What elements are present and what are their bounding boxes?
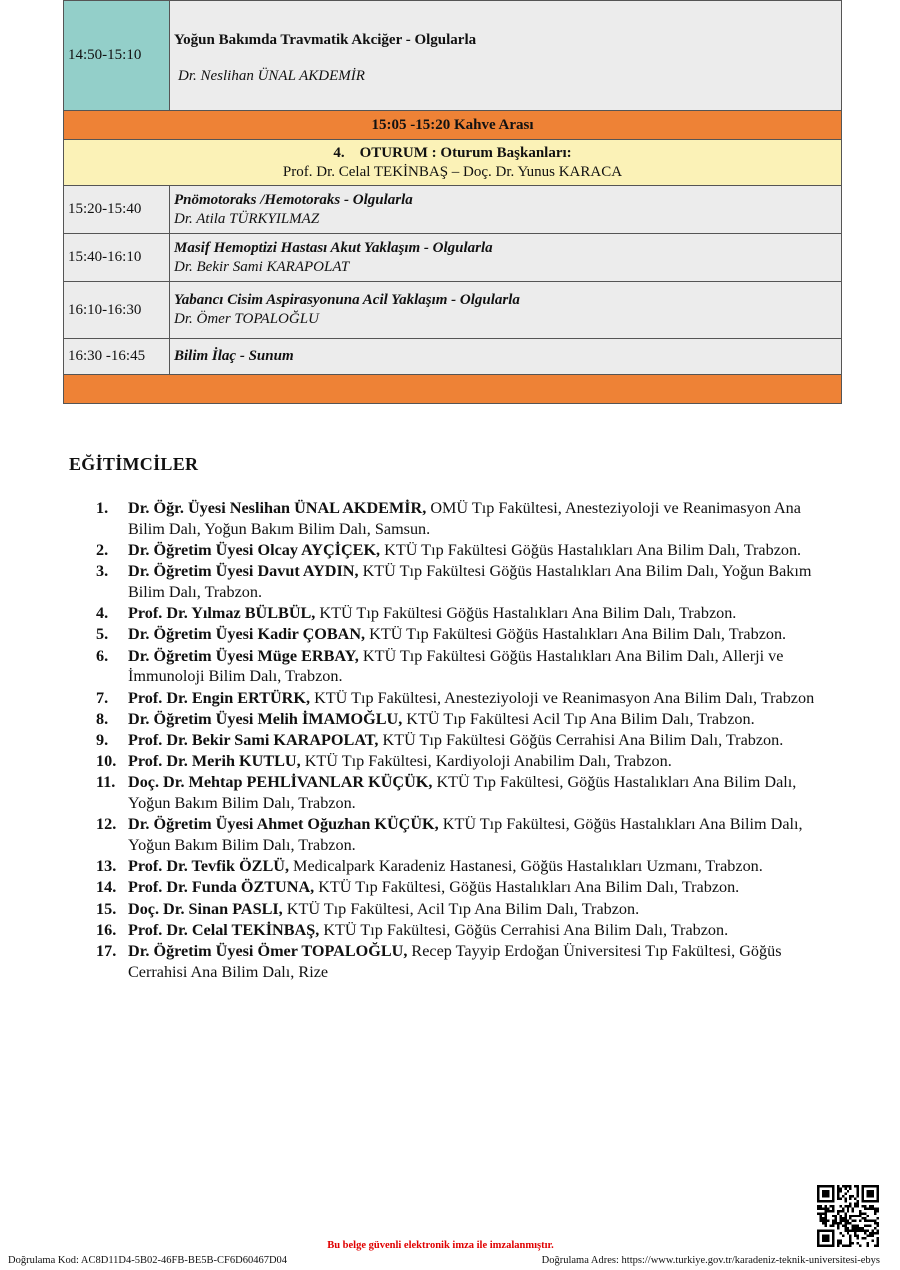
instructor-name: Prof. Dr. Engin ERTÜRK,: [128, 688, 311, 707]
instructor-entry: [128, 941, 836, 983]
talk-cell: [170, 234, 841, 281]
instructor-number: 11.: [96, 773, 116, 792]
instructor-list: [96, 498, 836, 983]
instructor-item: [96, 772, 836, 814]
break-row: [64, 110, 841, 139]
speaker-name: Dr. Atila TÜRKYILMAZ: [174, 210, 320, 227]
schedule-row: [64, 0, 841, 110]
instructor-name: Prof. Dr. Yılmaz BÜLBÜL,: [128, 604, 316, 623]
instructor-entry: [128, 646, 836, 688]
time-cell: 16:30 -16:45: [64, 339, 170, 374]
instructor-name: Doç. Dr. Sinan PASLI,: [128, 899, 283, 918]
instructor-name: Dr. Öğr. Üyesi Neslihan ÜNAL AKDEMİR,: [128, 499, 427, 517]
instructor-affiliation: KTÜ Tıp Fakültesi, Göğüs Hastalıkları Ana Bilim Dalı, Trabzon.: [314, 878, 740, 897]
talk-cell: [170, 282, 841, 338]
instructor-item: [96, 709, 836, 730]
instructor-number: 12.: [96, 815, 117, 834]
schedule-table: [63, 0, 842, 404]
instructor-name: Dr. Öğretim Üyesi Olcay AYÇİÇEK,: [128, 540, 381, 559]
instructor-number: 9.: [96, 730, 109, 749]
instructor-item: [96, 624, 836, 645]
instructors-heading: EĞİTİMCİLER: [69, 454, 199, 474]
instructor-entry: [128, 603, 836, 624]
instructor-item: [96, 899, 836, 920]
instructor-number: 4.: [96, 604, 109, 623]
talk-title: Masif Hemoptizi Hastası Akut Yaklaşım - Olgularla: [174, 239, 493, 256]
instructor-affiliation: KTÜ Tıp Fakültesi Göğüs Hastalıkları Ana Bilim Dalı, Trabzon.: [315, 604, 737, 623]
instructor-entry: [128, 688, 836, 709]
talk-cell: [170, 186, 841, 233]
instructor-name: Prof. Dr. Funda ÖZTUNA,: [128, 878, 315, 897]
instructor-affiliation: KTÜ Tıp Fakültesi, Kardiyoloji Anabilim Dalı, Trabzon.: [300, 752, 672, 771]
instructor-item: [96, 877, 836, 898]
time-cell: 14:50-15:10: [64, 1, 170, 110]
instructor-affiliation: KTÜ Tıp Fakültesi Göğüs Hastalıkları Ana Bilim Dalı, Trabzon.: [380, 540, 802, 559]
instructor-item: [96, 920, 836, 941]
instructor-affiliation: KTÜ Tıp Fakültesi Göğüs Hastalıkları Ana Bilim Dalı, Yoğun Bakım Bilim Dalı, Trabzon.: [128, 562, 812, 601]
talk-title: Yoğun Bakımda Travmatik Akciğer - Olgularla: [174, 32, 477, 48]
instructor-number: 7.: [96, 688, 109, 707]
instructor-item: [96, 646, 836, 688]
instructor-affiliation: KTÜ Tıp Fakültesi, Anesteziyoloji ve Reanimasyon Ana Bilim Dalı, Trabzon: [310, 688, 815, 707]
schedule-row: [64, 281, 841, 338]
instructor-item: [96, 603, 836, 624]
instructor-number: 15.: [96, 899, 117, 918]
instructor-entry: [128, 730, 836, 751]
qr-code-image: [817, 1185, 879, 1247]
session-label: [333, 144, 571, 163]
instructor-name: Dr. Öğretim Üyesi Kadir ÇOBAN,: [128, 625, 366, 644]
instructor-entry: [128, 624, 836, 645]
instructor-item: [96, 941, 836, 983]
instructor-item: [96, 730, 836, 751]
instructor-affiliation: KTÜ Tıp Fakültesi, Göğüs Hastalıkları Ana Bilim Dalı, Yoğun Bakım Bilim Dalı, Trabzon.: [128, 773, 797, 813]
instructor-affiliation: KTÜ Tıp Fakültesi Acil Tıp Ana Bilim Dalı, Trabzon.: [402, 709, 755, 728]
instructor-affiliation: KTÜ Tıp Fakültesi Göğüs Hastalıkları Ana Bilim Dalı, Allerji ve İmmunoloji Bilim Dalı, Trabzon.: [128, 646, 784, 686]
instructor-name: Dr. Öğretim Üyesi Melih İMAMOĞLU,: [128, 709, 403, 728]
instructor-item: [96, 856, 836, 877]
instructor-name: Prof. Dr. Bekir Sami KARAPOLAT,: [128, 730, 379, 749]
time-cell: 15:40-16:10: [64, 234, 170, 281]
talk-title: Pnömotoraks /Hemotoraks - Olgularla: [174, 191, 413, 208]
signature-notice: Bu belge güvenli elektronik imza ile imzalanmıştır.: [327, 1240, 554, 1251]
closing-band: [64, 374, 841, 403]
instructor-affiliation: OMÜ Tıp Fakültesi, Anesteziyoloji ve Reanimasyon Ana Bilim Dalı, Yoğun Bakım Bilim Dalı, Samsun.: [128, 499, 801, 538]
instructor-item: [96, 561, 836, 603]
instructor-entry: [128, 920, 836, 941]
instructor-number: 2.: [96, 540, 109, 559]
schedule-row: [64, 185, 841, 233]
instructor-number: 16.: [96, 920, 117, 939]
session-header-row: [64, 139, 841, 185]
instructor-entry: [128, 540, 836, 561]
instructor-affiliation: KTÜ Tıp Fakültesi Göğüs Cerrahisi Ana Bilim Dalı, Trabzon.: [378, 730, 784, 749]
instructor-entry: [128, 561, 836, 603]
instructor-number: 17.: [96, 941, 117, 960]
session-chairs: Prof. Dr. Celal TEKİNBAŞ – Doç. Dr. Yunus KARACA: [282, 163, 623, 180]
schedule-row: [64, 233, 841, 281]
instructor-number: 13.: [96, 857, 117, 876]
instructor-number: 5.: [96, 625, 109, 644]
time-cell: 15:20-15:40: [64, 186, 170, 233]
instructor-name: Prof. Dr. Celal TEKİNBAŞ,: [128, 920, 320, 939]
instructor-entry: [128, 856, 836, 877]
instructor-number: 10.: [96, 752, 117, 771]
instructor-number: 3.: [96, 562, 109, 581]
instructor-entry: [128, 814, 836, 856]
instructor-entry: [128, 751, 836, 772]
instructor-affiliation: Medicalpark Karadeniz Hastanesi, Göğüs Hastalıkları Uzmanı, Trabzon.: [289, 857, 763, 876]
speaker-name: Dr. Ömer TOPALOĞLU: [174, 311, 319, 327]
talk-title: Yabancı Cisim Aspirasyonuna Acil Yaklaşım - Olgularla: [174, 292, 520, 308]
instructor-entry: [128, 498, 836, 540]
session-number: 4.: [333, 144, 345, 161]
instructor-entry: [128, 877, 836, 898]
instructor-affiliation: KTÜ Tıp Fakültesi, Acil Tıp Ana Bilim Dalı, Trabzon.: [282, 899, 640, 918]
talk-cell: [170, 1, 841, 110]
instructor-name: Dr. Öğretim Üyesi Ömer TOPALOĞLU,: [128, 941, 408, 960]
verification-address: Doğrulama Adres: https://www.turkiye.gov.tr/karadeniz-teknik-universitesi-ebys: [541, 1255, 880, 1266]
schedule-row: [64, 338, 841, 374]
instructor-entry: [128, 709, 836, 730]
instructor-item: [96, 498, 836, 540]
instructor-number: 1.: [96, 499, 109, 517]
instructor-item: [96, 540, 836, 561]
instructor-item: [96, 814, 836, 856]
instructor-name: Dr. Öğretim Üyesi Ahmet Oğuzhan KÜÇÜK,: [128, 815, 439, 834]
speaker-name: Dr. Bekir Sami KARAPOLAT: [174, 258, 350, 275]
break-label: 15:05 -15:20 Kahve Arası: [371, 116, 534, 133]
talk-cell: [170, 339, 841, 374]
talk-title: Bilim İlaç - Sunum: [174, 348, 294, 364]
instructor-affiliation: KTÜ Tıp Fakültesi, Göğüs Hastalıkları Ana Bilim Dalı, Yoğun Bakım Bilim Dalı, Trabzon.: [128, 815, 803, 855]
instructor-name: Doç. Dr. Mehtap PEHLİVANLAR KÜÇÜK,: [128, 773, 433, 792]
instructor-item: [96, 751, 836, 772]
time-cell: 16:10-16:30: [64, 282, 170, 338]
instructor-entry: [128, 899, 836, 920]
speaker-name: Dr. Neslihan ÜNAL AKDEMİR: [178, 68, 365, 84]
instructor-number: 14.: [96, 878, 117, 897]
verification-code: Doğrulama Kod: AC8D11D4-5B02-46FB-BE5B-CF6D60467D04: [8, 1255, 288, 1266]
instructor-number: 8.: [96, 709, 109, 728]
instructor-affiliation: KTÜ Tıp Fakültesi, Göğüs Cerrahisi Ana Bilim Dalı, Trabzon.: [319, 920, 729, 939]
session-title: OTURUM : Oturum Başkanları:: [359, 144, 572, 161]
instructor-name: Dr. Öğretim Üyesi Davut AYDIN,: [128, 562, 359, 581]
instructor-name: Dr. Öğretim Üyesi Müge ERBAY,: [128, 646, 359, 665]
instructor-affiliation: Recep Tayyip Erdoğan Üniversitesi Tıp Fakültesi, Göğüs Cerrahisi Ana Bilim Dalı, Rize: [128, 941, 782, 981]
instructor-number: 6.: [96, 646, 109, 665]
instructor-name: Prof. Dr. Tevfik ÖZLÜ,: [128, 857, 289, 876]
instructor-item: [96, 688, 836, 709]
instructor-affiliation: KTÜ Tıp Fakültesi Göğüs Hastalıkları Ana Bilim Dalı, Trabzon.: [365, 625, 787, 644]
instructor-name: Prof. Dr. Merih KUTLU,: [128, 752, 301, 771]
instructor-entry: [128, 772, 836, 814]
